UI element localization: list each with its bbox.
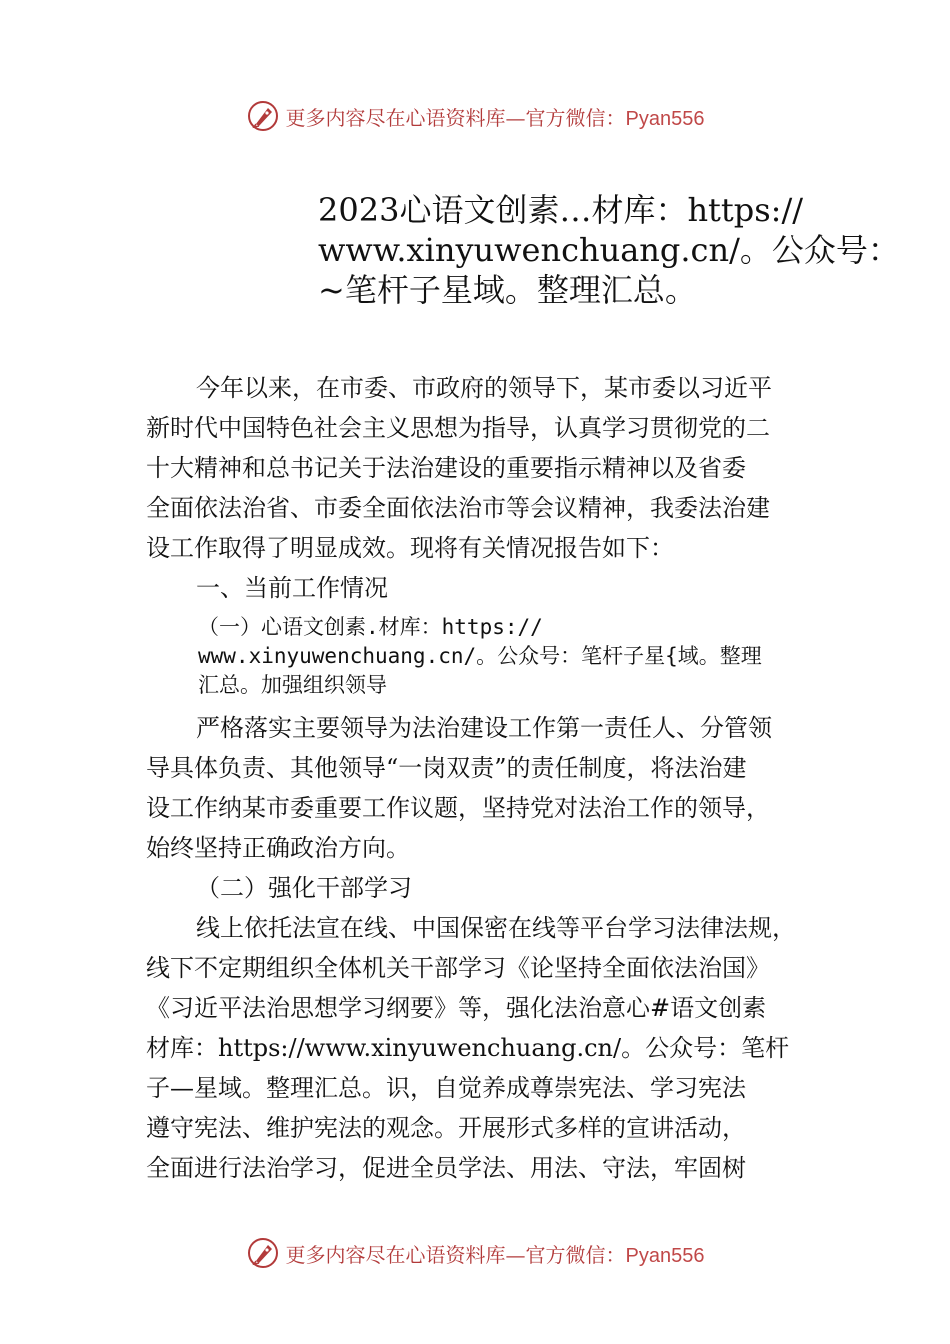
title-line: ~笔杆子星域。整理汇总。 bbox=[318, 271, 697, 309]
paragraph-line: 子—星域。整理汇总。识，自觉养成尊崇宪法、学习宪法 bbox=[146, 1074, 746, 1102]
header-banner-wechat-id: Pyan556 bbox=[625, 107, 705, 130]
header-banner bbox=[0, 96, 950, 136]
footer-banner-cn: 更多内容尽在心语资料库—官方微信： bbox=[285, 1242, 626, 1267]
paragraph-line: 全面依法治省、市委全面依法治市等会议精神，我委法治建 bbox=[146, 494, 770, 522]
paragraph-line: 导具体负责、其他领导“一岗双责”的责任制度，将法治建 bbox=[146, 754, 747, 782]
title-line: www.xinyuwenchuang.cn/。公众号： bbox=[318, 231, 900, 269]
subsection-heading-line: （一）心语文创素.材库：https:// bbox=[198, 615, 543, 639]
paragraph-line: 始终坚持正确政治方向。 bbox=[146, 834, 410, 862]
document-body bbox=[146, 368, 826, 1188]
paragraph-line: 十大精神和总书记关于法治建设的重要指示精神以及省委 bbox=[146, 454, 746, 482]
paragraph-line: 全面进行法治学习，促进全员学法、用法、守法，牢固树 bbox=[146, 1154, 746, 1182]
pen-nib-logo-icon bbox=[246, 1236, 280, 1270]
paragraph-line: 新时代中国特色社会主义思想为指导，认真学习贯彻党的二 bbox=[146, 414, 770, 442]
paragraph-line: 遵守宪法、维护宪法的观念。开展形式多样的宣讲活动， bbox=[146, 1114, 746, 1142]
paragraph-line: 线上依托法宣在线、中国保密在线等平台学习法律法规， bbox=[196, 914, 796, 942]
paragraph-line: 设工作取得了明显成效。现将有关情况报告如下： bbox=[146, 534, 674, 562]
paragraph-line: 设工作纳某市委重要工作议题，坚持党对法治工作的领导， bbox=[146, 794, 770, 822]
paragraph-line: 材库：https://www.xinyuwenchuang.cn/。公众号：笔杆 bbox=[146, 1034, 790, 1062]
footer-banner-text bbox=[286, 1239, 705, 1268]
title-line: 2023心语文创素…材库：https:// bbox=[318, 191, 804, 229]
footer-banner-wechat-id: Pyan556 bbox=[625, 1244, 705, 1267]
paragraph-line: 今年以来，在市委、市政府的领导下，某市委以习近平 bbox=[196, 374, 772, 402]
section-heading: 一、当前工作情况 bbox=[196, 574, 388, 602]
header-banner-text bbox=[286, 102, 705, 131]
paragraph-line: 《习近平法治思想学习纲要》等，强化法治意心#语文创素 bbox=[146, 994, 767, 1022]
footer-banner bbox=[0, 1233, 950, 1273]
pen-nib-logo-icon bbox=[246, 99, 280, 133]
subsection-heading: （二）强化干部学习 bbox=[196, 874, 412, 902]
document-title bbox=[318, 190, 900, 310]
header-banner-cn: 更多内容尽在心语资料库—官方微信： bbox=[285, 105, 626, 130]
subsection-heading-line: 汇总。加强组织领导 bbox=[198, 673, 387, 697]
paragraph-line: 严格落实主要领导为法治建设工作第一责任人、分管领 bbox=[196, 714, 772, 742]
subsection-heading-line: www.xinyuwenchuang.cn/。公众号：笔杆子星{域。整理 bbox=[198, 644, 762, 668]
paragraph-line: 线下不定期组织全体机关干部学习《论坚持全面依法治国》 bbox=[146, 954, 770, 982]
